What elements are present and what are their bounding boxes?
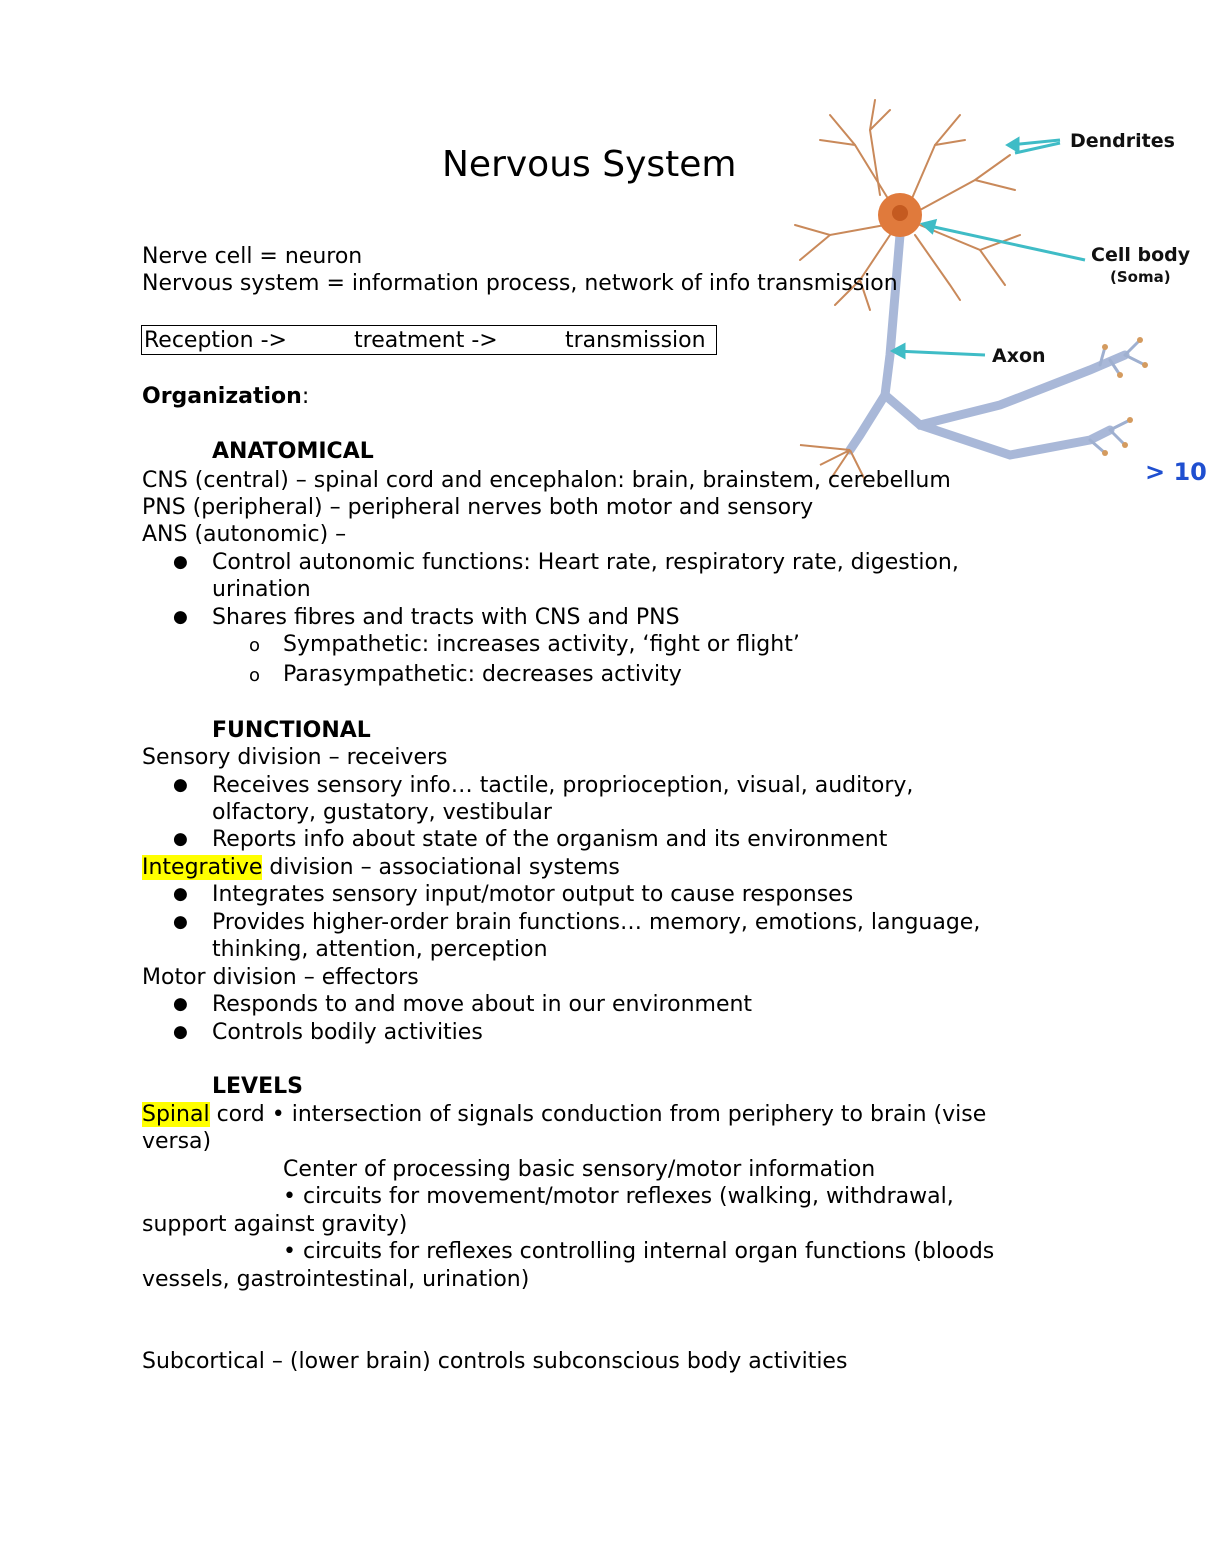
organization-colon: :: [301, 384, 310, 409]
bullet-marker: ●: [173, 829, 188, 849]
page-title: Nervous System: [442, 144, 737, 185]
bullet-marker: ●: [173, 912, 188, 932]
spinal-rest: cord • intersection of signals conduction from periphery to brain (vise: [209, 1102, 987, 1127]
motor-bullet-2: Controls bodily activities: [212, 1020, 483, 1045]
functional-heading: FUNCTIONAL: [212, 718, 371, 743]
center-processing-line: Center of processing basic sensory/motor information: [283, 1157, 876, 1182]
cns-line: CNS (central) – spinal cord and encephalon: brain, brainstem, cerebellum: [142, 468, 951, 493]
soma-label: (Soma): [1110, 268, 1171, 286]
bullet-marker: ●: [173, 994, 188, 1014]
cutoff-label: > 10: [1145, 458, 1207, 486]
organization-label: Organization: [142, 384, 302, 409]
ans-bullet-2: Shares fibres and tracts with CNS and PNS: [212, 605, 680, 630]
sensory-bullet-1-line-2: olfactory, gustatory, vestibular: [212, 800, 552, 825]
circuits-reflexes-line-1: • circuits for reflexes controlling internal organ functions (bloods: [283, 1239, 995, 1264]
flow-step-treatment: treatment ->: [354, 328, 498, 353]
pns-line: PNS (peripheral) – peripheral nerves both motor and sensory: [142, 495, 814, 520]
motor-bullet-1: Responds to and move about in our environment: [212, 992, 753, 1017]
nucleus-drawing: [892, 205, 908, 221]
axon-label: Axon: [992, 345, 1046, 367]
spinal-cord-continued: versa): [142, 1129, 212, 1154]
ans-bullet-1-line-2: urination: [212, 577, 311, 602]
parasympathetic-line: Parasympathetic: decreases activity: [283, 662, 682, 687]
levels-heading: LEVELS: [212, 1074, 303, 1099]
circuits-reflexes-line-2: vessels, gastrointestinal, urination): [142, 1267, 530, 1292]
ans-bullet-1-line-1: Control autonomic functions: Heart rate, respiratory rate, digestion,: [212, 550, 959, 575]
flow-step-reception: Reception ->: [144, 328, 287, 353]
bullet-marker: ●: [173, 775, 188, 795]
sub-bullet-marker: o: [249, 665, 261, 686]
bullet-marker: ●: [173, 552, 188, 572]
integrative-bullet-2-line-1: Provides higher-order brain functions… memory, emotions, language,: [212, 910, 981, 935]
organization-heading: [142, 383, 309, 410]
intro-line-2: Nervous system = information process, network of info transmission: [142, 271, 898, 296]
integrative-rest: division – associational systems: [262, 855, 620, 880]
integrative-highlight: Integrative: [142, 855, 263, 880]
subcortical-line: Subcortical – (lower brain) controls subconscious body activities: [142, 1349, 848, 1374]
integrative-division: [142, 854, 620, 881]
spinal-highlight: Spinal: [142, 1102, 210, 1127]
circuits-movement-line-2: support against gravity): [142, 1212, 408, 1237]
sensory-bullet-2: Reports info about state of the organism and its environment: [212, 827, 888, 852]
spinal-cord-line: [142, 1101, 986, 1128]
intro-line-1: Nerve cell = neuron: [142, 244, 363, 269]
integrative-bullet-2-line-2: thinking, attention, perception: [212, 937, 548, 962]
sub-bullet-marker: o: [249, 635, 261, 656]
bullet-marker: ●: [173, 884, 188, 904]
sensory-division: Sensory division – receivers: [142, 745, 448, 770]
dendrites-label: Dendrites: [1070, 130, 1175, 152]
anatomical-heading: ANATOMICAL: [212, 439, 374, 464]
bullet-marker: ●: [173, 607, 188, 627]
motor-division: Motor division – effectors: [142, 965, 419, 990]
cell-body-label: Cell body: [1091, 244, 1191, 266]
bullet-marker: ●: [173, 1022, 188, 1042]
ans-line: ANS (autonomic) –: [142, 522, 347, 547]
label-arrows: [893, 139, 1085, 357]
sensory-bullet-1-line-1: Receives sensory info… tactile, proprioception, visual, auditory,: [212, 773, 914, 798]
flow-step-transmission: transmission: [565, 328, 706, 353]
circuits-movement-line-1: • circuits for movement/motor reflexes (walking, withdrawal,: [283, 1184, 954, 1209]
sympathetic-line: Sympathetic: increases activity, ‘fight or flight’: [283, 632, 800, 657]
integrative-bullet-1: Integrates sensory input/motor output to cause responses: [212, 882, 854, 907]
axon-drawing: [850, 235, 1125, 455]
